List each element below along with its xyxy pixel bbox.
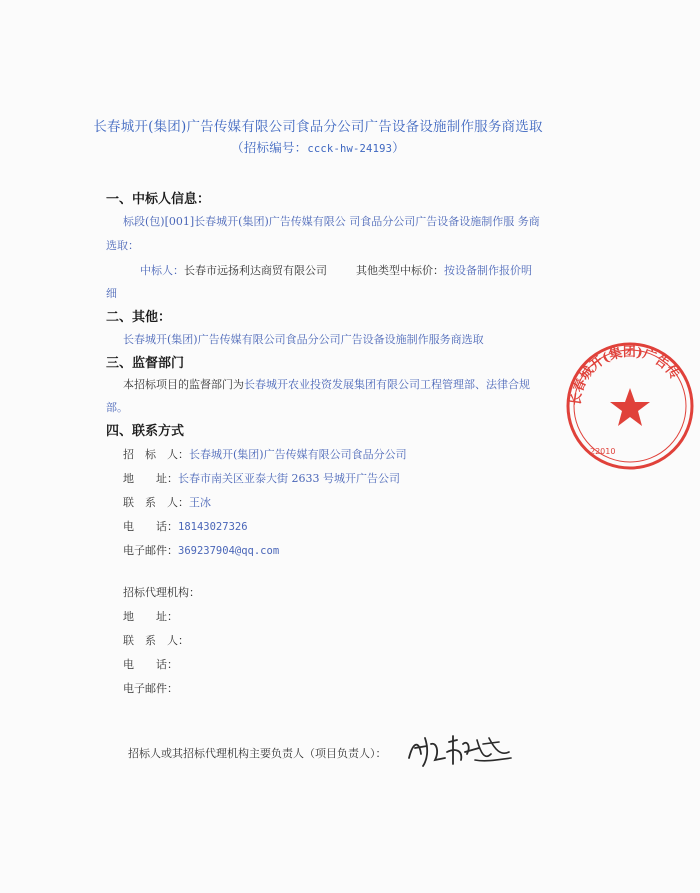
signature-label: 招标人或其招标代理机构主要负责人（项目负责人）： xyxy=(128,747,387,760)
tender-number-code: ccck-hw-24193 xyxy=(307,143,393,155)
supervision-cont: 部。 xyxy=(106,401,128,414)
agency-row: 电子邮件： xyxy=(123,682,178,695)
price-value-cont: 细 xyxy=(106,287,117,300)
contact-row xyxy=(123,494,211,510)
supervision-text xyxy=(123,376,530,392)
section-other-heading: 二、其他： xyxy=(106,310,172,325)
section-winner-lot: 标段(包)[001]长春城开(集团)广告传媒有限公 司食品分公司广告设备设施制作服 务商 xyxy=(123,215,540,228)
winner-row xyxy=(140,262,327,278)
tender-number-prefix: （招标编号： xyxy=(231,140,308,155)
contact-value: 长春城开(集团)广告传媒有限公司食品分公司 xyxy=(189,448,407,461)
contact-row xyxy=(123,470,400,486)
section-other-text: 长春城开(集团)广告传媒有限公司食品分公司广告设备设施制作服务商选取 xyxy=(123,333,484,346)
contact-label: 地 址： xyxy=(123,472,178,485)
winner-label: 中标人： xyxy=(140,264,184,277)
document-title: 长春城开(集团)广告传媒有限公司食品分公司广告设备设施制作服务商选取 xyxy=(93,119,543,135)
section-contact-heading: 四、联系方式 xyxy=(106,424,185,439)
contact-value: 长春市南关区亚泰大街 2633 号城开广告公司 xyxy=(178,472,400,485)
section-winner-lot-cont: 选取： xyxy=(106,239,139,252)
section-supervision-heading: 三、监督部门 xyxy=(106,356,185,371)
handwritten-signature xyxy=(405,730,515,770)
agency-row: 联 系 人： xyxy=(123,634,189,647)
agency-heading: 招标代理机构： xyxy=(123,586,200,599)
tender-number xyxy=(0,138,636,156)
contact-label: 联 系 人： xyxy=(123,496,189,509)
agency-row: 地 址： xyxy=(123,610,178,623)
contact-value: 王冰 xyxy=(189,496,211,509)
stamp-number: 22010 xyxy=(590,447,616,456)
contact-row xyxy=(123,518,248,534)
winner-value: 长春市远扬利达商贸有限公司 xyxy=(184,264,327,277)
stamp-text: 长春城开(集团)广告传 xyxy=(568,344,682,407)
agency-row: 电 话： xyxy=(123,658,178,671)
contact-label: 电子邮件： xyxy=(123,544,178,557)
contact-label: 招 标 人： xyxy=(123,448,189,461)
official-seal-stamp xyxy=(560,336,700,476)
contact-row xyxy=(123,446,407,462)
contact-row xyxy=(123,542,279,558)
section-winner-heading: 一、中标人信息： xyxy=(106,192,211,207)
contact-value: 18143027326 xyxy=(178,521,248,533)
price-row xyxy=(356,262,532,278)
price-value: 按设备制作报价明 xyxy=(444,264,532,277)
contact-value: 369237904@qq.com xyxy=(178,545,280,557)
price-label: 其他类型中标价： xyxy=(356,264,444,277)
contact-label: 电 话： xyxy=(123,520,178,533)
supervision-prefix: 本招标项目的监督部门为 xyxy=(123,378,244,391)
tender-number-suffix: ） xyxy=(392,140,405,155)
supervision-dept: 长春城开农业投资发展集团有限公司工程管理部、法律合规 xyxy=(244,378,530,391)
